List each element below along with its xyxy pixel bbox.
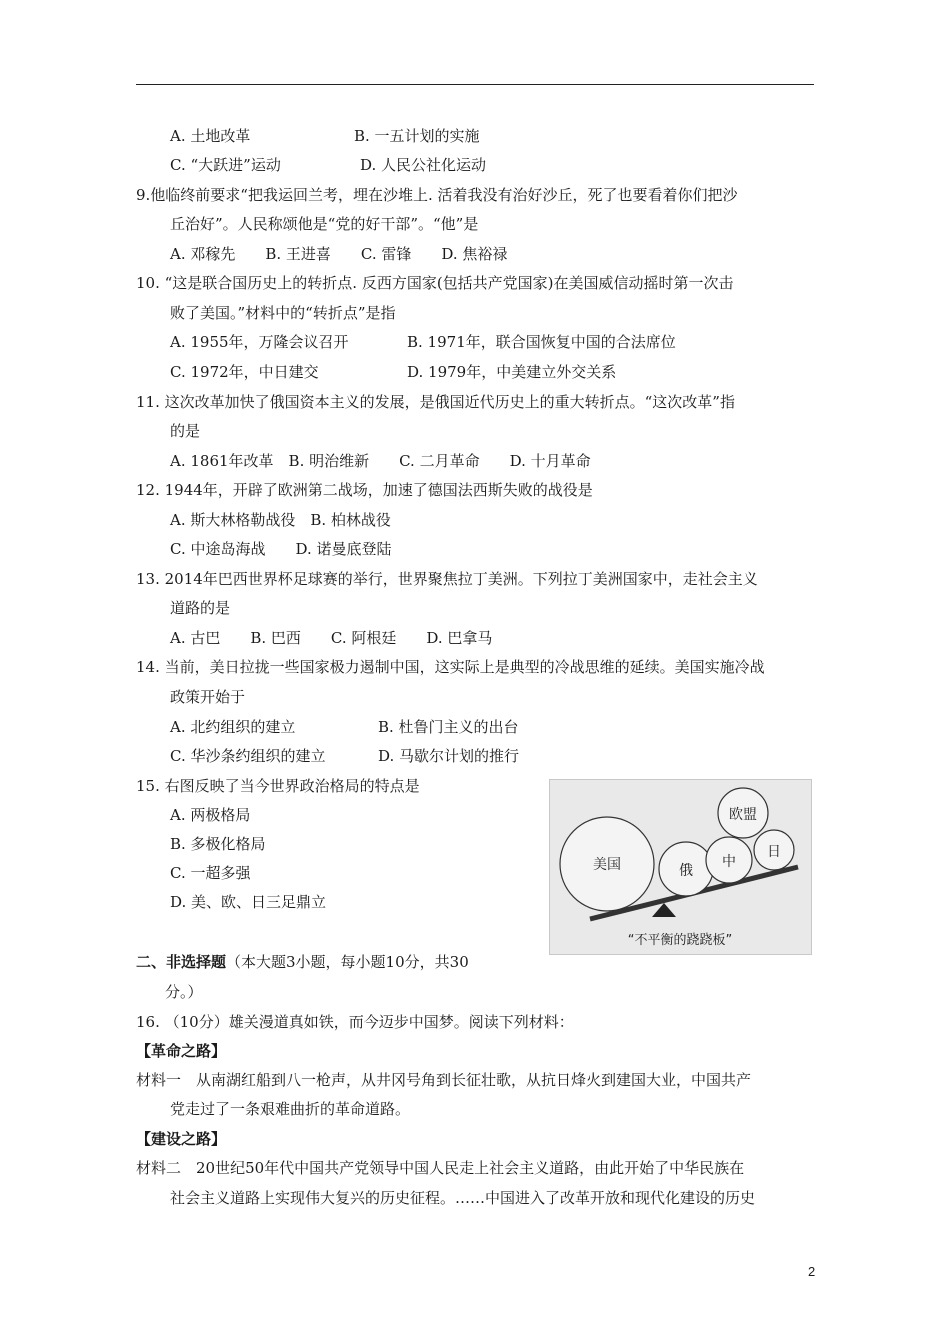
q9-stem-line-2: 丘治好”。人民称颂他是“党的好干部”。“他”是 [170, 215, 479, 233]
q13-stem-line-2: 道路的是 [170, 599, 231, 617]
q8-option-b: B. 一五计划的实施 [354, 127, 480, 145]
q13-options: A. 古巴 B. 巴西 C. 阿根廷 D. 巴拿马 [170, 629, 493, 647]
q15-option-d: D. 美、欧、日三足鼎立 [170, 893, 327, 911]
q11-stem-line-1: 11. 这次改革加快了俄国资本主义的发展，是俄国近代历史上的重大转折点。“这次改革”指 [136, 393, 735, 411]
material-1-line-2: 党走过了一条艰难曲折的革命道路。 [170, 1100, 411, 1118]
q15-option-b: B. 多极化格局 [170, 835, 266, 853]
q14-stem-line-2: 政策开始于 [170, 688, 246, 706]
q13-stem-line-1: 13. 2014年巴西世界杯足球赛的举行，世界聚焦拉丁美洲。下列拉丁美洲国家中，走社会主义 [136, 570, 758, 588]
label-russia: 俄 [679, 863, 693, 879]
q12-options-row-1: A. 斯大林格勒战役 B. 柏林战役 [170, 511, 391, 529]
material-2-line-2: 社会主义道路上实现伟大复兴的历史征程。……中国进入了改革开放和现代化建设的历史 [170, 1189, 756, 1207]
q10-option-a: A. 1955年，万隆会议召开 [170, 333, 349, 351]
q14-option-d: D. 马歇尔计划的推行 [378, 747, 520, 765]
q9-options: A. 邓稼先 B. 王进喜 C. 雷锋 D. 焦裕禄 [170, 245, 508, 263]
q15-stem: 15. 右图反映了当今世界政治格局的特点是 [136, 777, 420, 795]
label-usa: 美国 [593, 857, 621, 873]
q8-option-d: D. 人民公社化运动 [360, 156, 487, 174]
q16-stem: 16. （10分）雄关漫道真如铁，而今迈步中国梦。阅读下列材料： [136, 1013, 574, 1031]
q11-stem-line-2: 的是 [170, 422, 201, 440]
q10-option-d: D. 1979年，中美建立外交关系 [407, 363, 617, 381]
material-1-line-1: 材料一 从南湖红船到八一枪声，从井冈号角到长征壮歌，从抗日烽火到建国大业，中国共产 [136, 1071, 752, 1089]
q12-stem: 12. 1944年，开辟了欧洲第二战场，加速了德国法西斯失败的战役是 [136, 481, 593, 499]
header-rule [136, 84, 814, 85]
section-2-title: 二、非选择题 [136, 953, 227, 971]
material-2-line-1: 材料二 20世纪50年代中国共产党领导中国人民走上社会主义道路，由此开始了中华民族在 [136, 1159, 745, 1177]
heading-construction-road: 【建设之路】 [136, 1130, 227, 1148]
q10-stem-line-1: 10. “这是联合国历史上的转折点. 反西方国家(包括共产党国家)在美国威信动摇时第一次击 [136, 274, 734, 292]
page-number: 2 [808, 1264, 816, 1279]
q8-option-a: A. 土地改革 [170, 127, 251, 145]
heading-revolution-road: 【革命之路】 [136, 1042, 227, 1060]
q11-options: A. 1861年改革 B. 明治维新 C. 二月革命 D. 十月革命 [170, 452, 591, 470]
label-china: 中 [722, 854, 736, 870]
section-2-note-cont: 分。） [165, 983, 203, 1001]
q14-stem-line-1: 14. 当前，美日拉拢一些国家极力遏制中国，这实际上是典型的冷战思维的延续。美国实施冷战 [136, 658, 765, 676]
q10-stem-line-2: 败了美国。”材料中的“转折点”是指 [170, 304, 396, 322]
label-japan: 日 [767, 844, 781, 860]
seesaw-illustration [550, 780, 811, 954]
q14-option-c: C. 华沙条约组织的建立 [170, 747, 326, 765]
figure-caption: “不平衡的跷跷板” [627, 933, 733, 948]
label-eu: 欧盟 [729, 807, 757, 823]
q10-option-b: B. 1971年，联合国恢复中国的合法席位 [407, 333, 676, 351]
section-2-note: （本大题3小题，每小题10分，共30 [226, 953, 469, 971]
q14-option-b: B. 杜鲁门主义的出台 [378, 718, 519, 736]
q10-option-c: C. 1972年，中日建交 [170, 363, 319, 381]
section-2-heading [136, 952, 469, 972]
seesaw-figure [549, 779, 812, 955]
q9-stem-line-1: 9.他临终前要求“把我运回兰考，埋在沙堆上. 活着我没有治好沙丘，死了也要看着你们把沙 [136, 186, 738, 204]
q14-option-a: A. 北约组织的建立 [170, 718, 296, 736]
q8-option-c: C. “大跃进”运动 [170, 156, 281, 174]
q12-options-row-2: C. 中途岛海战 D. 诺曼底登陆 [170, 540, 392, 558]
q15-option-c: C. 一超多强 [170, 864, 251, 882]
q15-option-a: A. 两极格局 [170, 806, 251, 824]
